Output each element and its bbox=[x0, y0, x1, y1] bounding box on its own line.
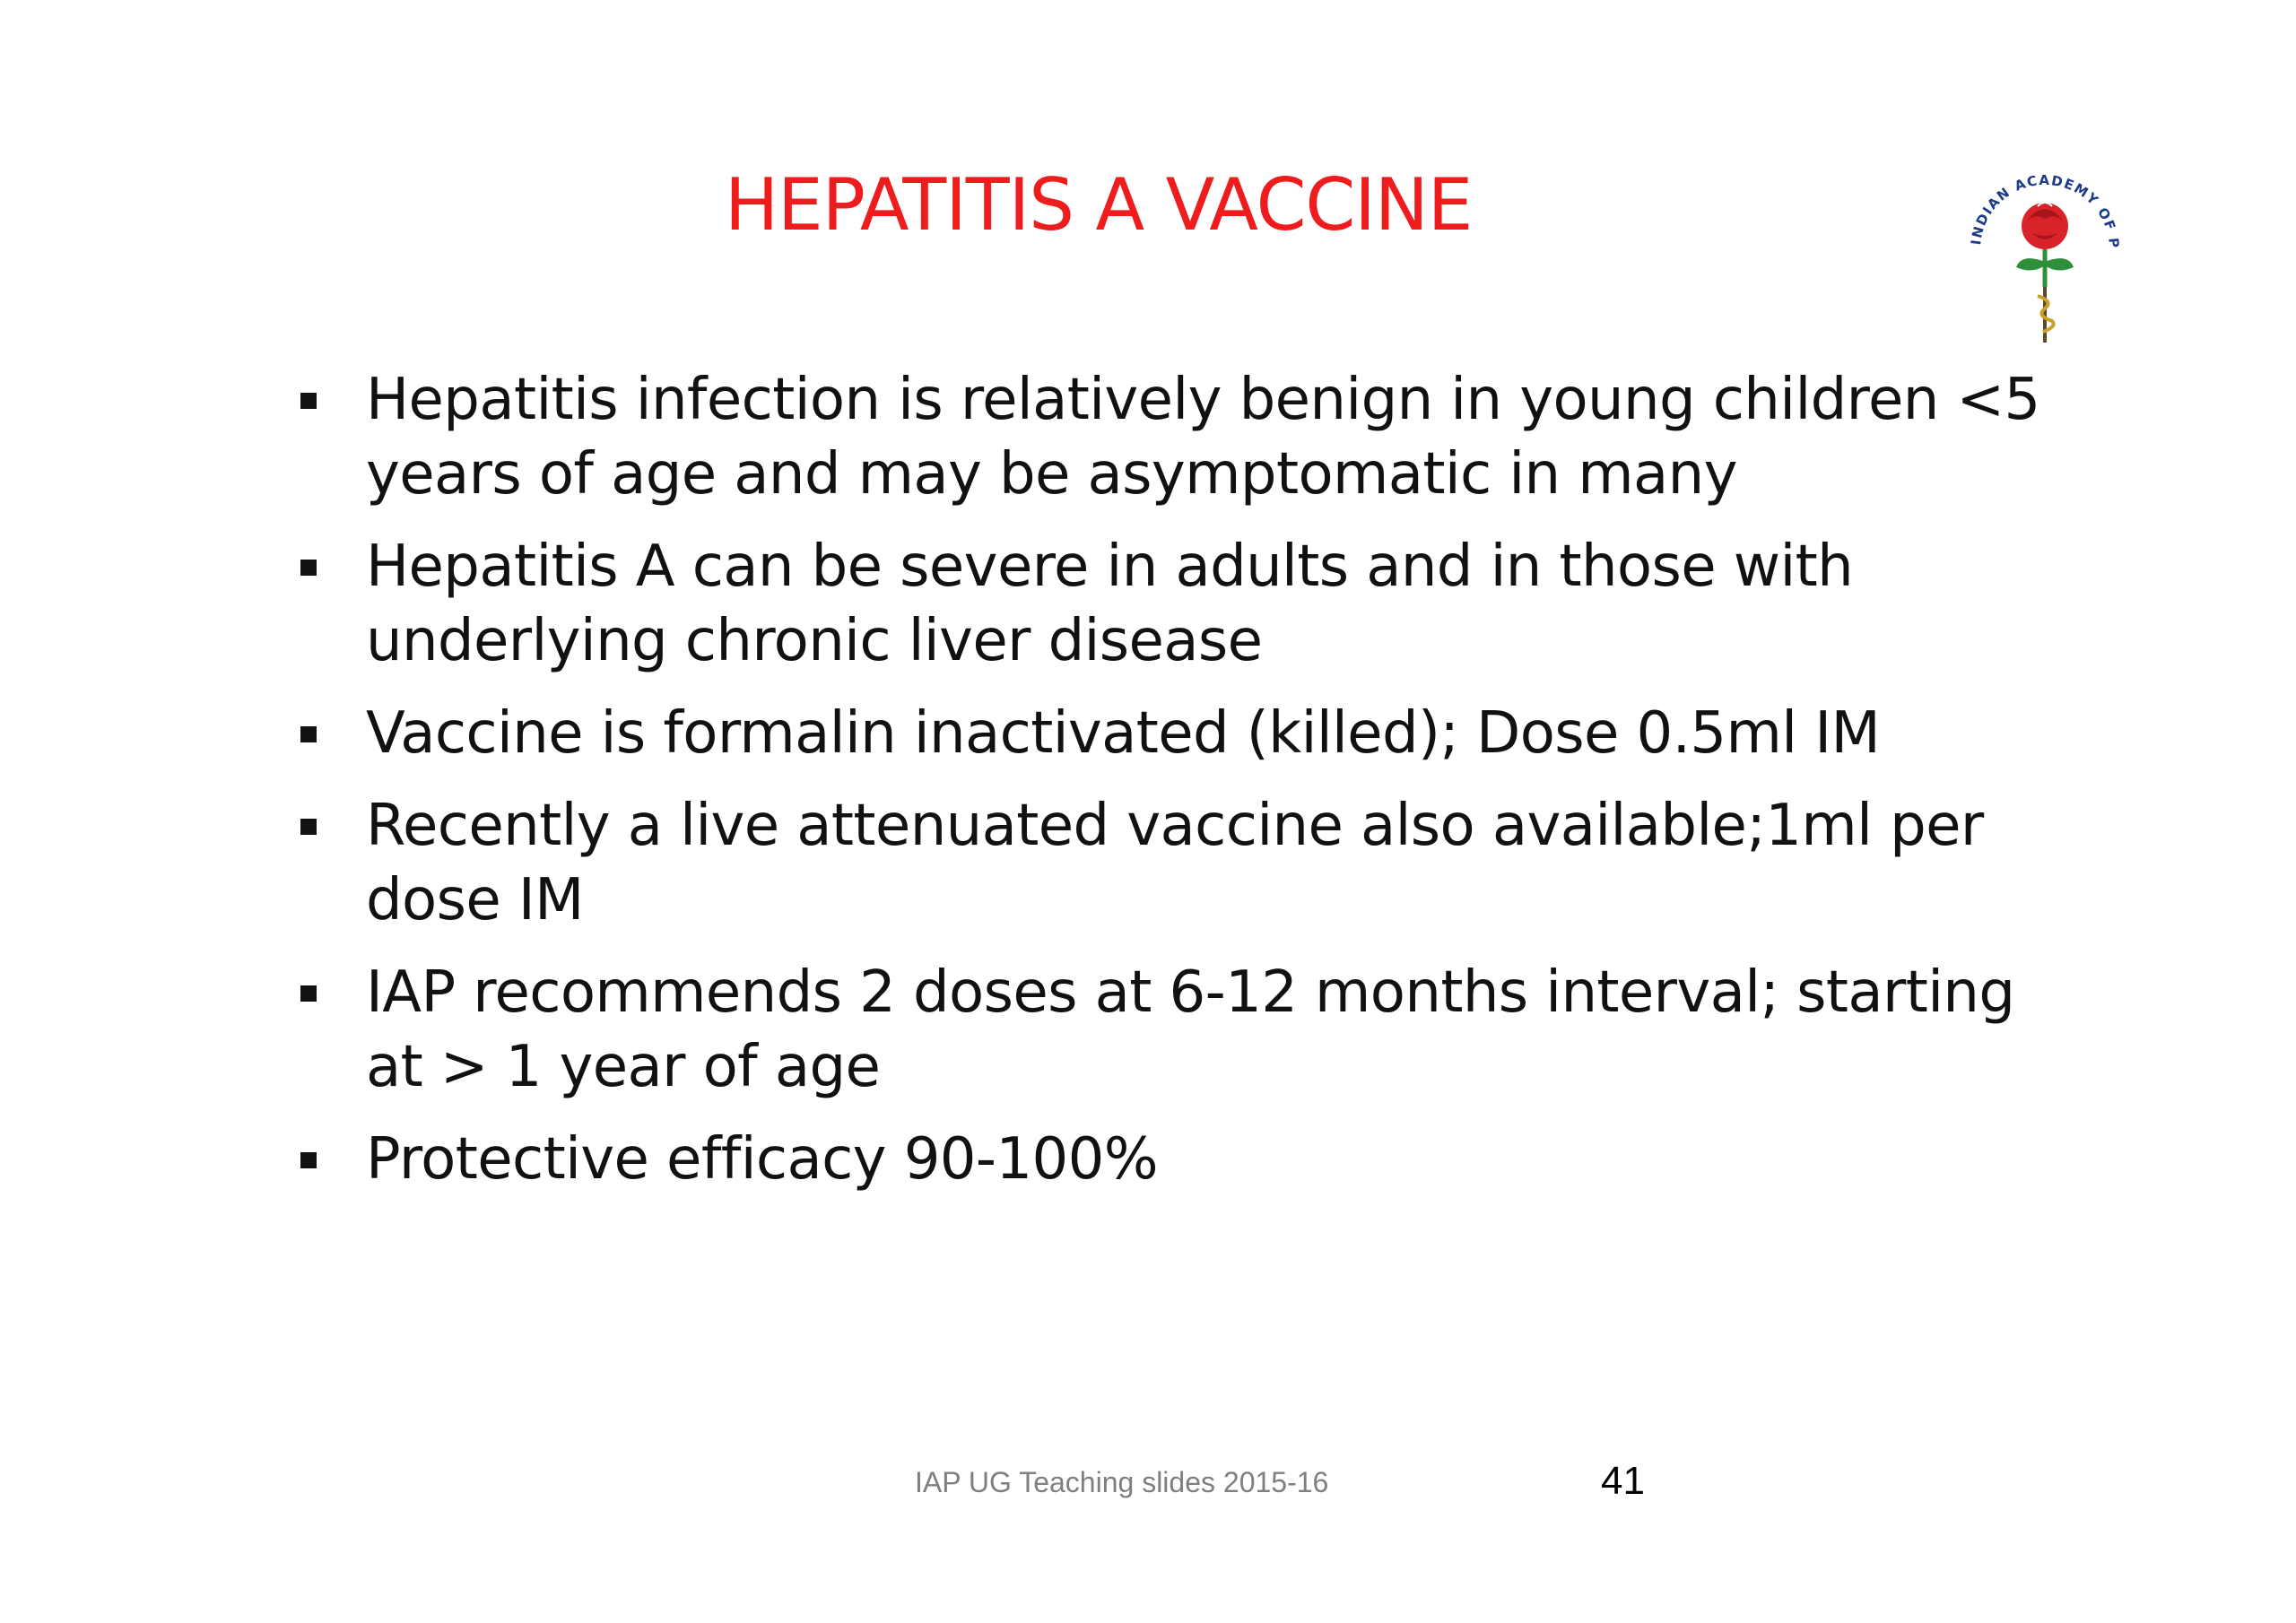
square-bullet-icon bbox=[300, 560, 317, 576]
bullet-text: Protective efficacy 90-100% bbox=[366, 1126, 1158, 1193]
slide-footer: IAP UG Teaching slides 2015-16 bbox=[915, 1466, 1329, 1498]
bullet-item bbox=[300, 363, 2058, 512]
iap-rose-logo-icon bbox=[1955, 143, 2135, 350]
bullet-text: Hepatitis A can be severe in adults and in those with underlying chronic liver disease bbox=[366, 534, 1854, 674]
bullet-item bbox=[300, 789, 2058, 938]
bullet-item bbox=[300, 697, 2058, 771]
bullet-item bbox=[300, 1123, 2058, 1197]
square-bullet-icon bbox=[300, 726, 317, 742]
square-bullet-icon bbox=[300, 393, 317, 409]
square-bullet-icon bbox=[300, 985, 317, 1002]
square-bullet-icon bbox=[300, 1152, 317, 1168]
bullet-text: Hepatitis infection is relatively benign in young children <5 years of age and may be asymptomatic in many bbox=[366, 367, 2040, 508]
svg-text:INDIAN ACADEMY OF PEDIATRICS: INDIAN ACADEMY OF P bbox=[1968, 171, 2123, 250]
bullet-text: IAP recommends 2 doses at 6-12 months interval; starting at > 1 year of age bbox=[366, 959, 2015, 1100]
page-number: 41 bbox=[1601, 1459, 1645, 1503]
bullet-text: Recently a live attenuated vaccine also available;1ml per dose IM bbox=[366, 793, 1984, 933]
bullet-text: Vaccine is formalin inactivated (killed); Dose 0.5ml IM bbox=[366, 700, 1881, 767]
bullet-item bbox=[300, 956, 2058, 1105]
bullet-list bbox=[300, 363, 2058, 1215]
slide-title: HEPATITIS A VACCINE bbox=[725, 163, 1473, 247]
bullet-item bbox=[300, 530, 2058, 679]
square-bullet-icon bbox=[300, 819, 317, 835]
